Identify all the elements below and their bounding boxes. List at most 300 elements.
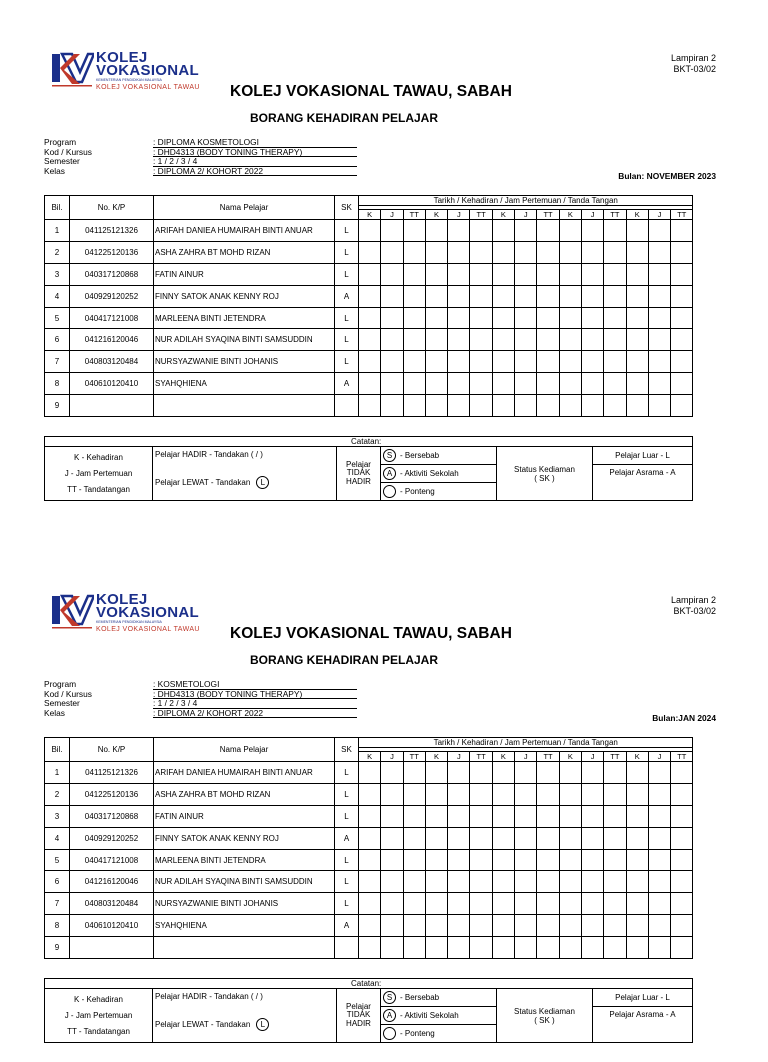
attendance-cell[interactable] xyxy=(359,871,381,893)
attendance-cell[interactable] xyxy=(515,241,537,263)
attendance-cell[interactable] xyxy=(470,220,492,242)
attendance-cell[interactable] xyxy=(604,285,626,307)
attendance-cell[interactable] xyxy=(626,395,648,417)
attendance-cell[interactable] xyxy=(448,307,470,329)
attendance-cell[interactable] xyxy=(425,827,447,849)
attendance-cell[interactable] xyxy=(559,915,581,937)
attendance-cell[interactable] xyxy=(537,827,559,849)
attendance-cell[interactable] xyxy=(425,241,447,263)
attendance-cell[interactable] xyxy=(448,241,470,263)
attendance-cell[interactable] xyxy=(671,285,693,307)
attendance-cell[interactable] xyxy=(425,893,447,915)
attendance-cell[interactable] xyxy=(470,285,492,307)
subheader-j: J xyxy=(581,752,603,762)
attendance-cell[interactable] xyxy=(648,893,670,915)
attendance-cell[interactable] xyxy=(581,351,603,373)
attendance-cell[interactable] xyxy=(537,351,559,373)
attendance-cell[interactable] xyxy=(448,849,470,871)
attendance-cell[interactable] xyxy=(626,893,648,915)
attendance-cell[interactable] xyxy=(515,220,537,242)
attendance-cell[interactable] xyxy=(359,241,381,263)
attendance-cell[interactable] xyxy=(381,849,403,871)
attendance-cell[interactable] xyxy=(537,307,559,329)
attendance-cell[interactable] xyxy=(359,351,381,373)
attendance-cell[interactable] xyxy=(403,783,425,805)
attendance-cell[interactable] xyxy=(581,849,603,871)
attendance-cell[interactable] xyxy=(671,373,693,395)
attendance-cell[interactable] xyxy=(470,871,492,893)
attendance-cell[interactable] xyxy=(448,915,470,937)
legend-lewat xyxy=(153,1018,336,1031)
attendance-cell[interactable] xyxy=(403,937,425,959)
a-circle-icon: A xyxy=(383,467,396,480)
attendance-cell[interactable] xyxy=(470,373,492,395)
subheader-tt: TT xyxy=(671,752,693,762)
attendance-cell[interactable] xyxy=(359,805,381,827)
attendance-cell[interactable] xyxy=(626,871,648,893)
attendance-cell[interactable] xyxy=(648,805,670,827)
attendance-cell[interactable] xyxy=(470,783,492,805)
attendance-cell[interactable] xyxy=(604,827,626,849)
attendance-cell[interactable] xyxy=(515,827,537,849)
attendance-cell[interactable] xyxy=(626,263,648,285)
attendance-cell[interactable] xyxy=(492,805,514,827)
attendance-cell[interactable] xyxy=(359,893,381,915)
attendance-cell[interactable] xyxy=(537,783,559,805)
attendance-cell[interactable] xyxy=(648,783,670,805)
attendance-cell[interactable] xyxy=(648,762,670,784)
attendance-cell[interactable] xyxy=(559,285,581,307)
attendance-cell[interactable] xyxy=(381,783,403,805)
attendance-cell[interactable] xyxy=(381,373,403,395)
attendance-cell[interactable] xyxy=(559,827,581,849)
attendance-cell[interactable] xyxy=(448,263,470,285)
attendance-cell[interactable] xyxy=(403,805,425,827)
attendance-cell[interactable] xyxy=(648,241,670,263)
attendance-cell[interactable] xyxy=(648,827,670,849)
attendance-cell[interactable] xyxy=(671,937,693,959)
attendance-cell[interactable] xyxy=(492,263,514,285)
attendance-cell[interactable] xyxy=(515,285,537,307)
page-title: KOLEJ VOKASIONAL TAWAU, SABAH xyxy=(230,625,512,642)
attendance-cell[interactable] xyxy=(403,241,425,263)
attendance-cell[interactable] xyxy=(581,307,603,329)
attendance-cell[interactable] xyxy=(604,220,626,242)
attendance-cell[interactable] xyxy=(604,351,626,373)
attendance-cell[interactable] xyxy=(671,915,693,937)
attendance-cell[interactable] xyxy=(492,783,514,805)
kp-cell: 041216120046 xyxy=(70,871,154,893)
attendance-cell[interactable] xyxy=(671,220,693,242)
attendance-cell[interactable] xyxy=(470,762,492,784)
attendance-cell[interactable] xyxy=(403,395,425,417)
attendance-cell[interactable] xyxy=(648,937,670,959)
attendance-cell[interactable] xyxy=(359,937,381,959)
attendance-cell[interactable] xyxy=(671,893,693,915)
attendance-cell[interactable] xyxy=(581,241,603,263)
attendance-cell[interactable] xyxy=(470,915,492,937)
attendance-cell[interactable] xyxy=(381,263,403,285)
attendance-cell[interactable] xyxy=(403,849,425,871)
attendance-cell[interactable] xyxy=(381,241,403,263)
attendance-cell[interactable] xyxy=(448,937,470,959)
attendance-cell[interactable] xyxy=(470,805,492,827)
attendance-cell[interactable] xyxy=(515,307,537,329)
attendance-cell[interactable] xyxy=(403,307,425,329)
attendance-cell[interactable] xyxy=(671,783,693,805)
attendance-cell[interactable] xyxy=(403,827,425,849)
attendance-cell[interactable] xyxy=(604,937,626,959)
attendance-cell[interactable] xyxy=(648,329,670,351)
attendance-cell[interactable] xyxy=(381,307,403,329)
attendance-cell[interactable] xyxy=(425,849,447,871)
sk-cell: L xyxy=(335,849,359,871)
attendance-cell[interactable] xyxy=(581,220,603,242)
attendance-cell[interactable] xyxy=(626,241,648,263)
attendance-cell[interactable] xyxy=(648,395,670,417)
attendance-cell[interactable] xyxy=(559,329,581,351)
attendance-cell[interactable] xyxy=(537,937,559,959)
attendance-cell[interactable] xyxy=(515,893,537,915)
attendance-cell[interactable] xyxy=(671,241,693,263)
attendance-cell[interactable] xyxy=(626,220,648,242)
attendance-cell[interactable] xyxy=(403,285,425,307)
attendance-cell[interactable] xyxy=(537,220,559,242)
attendance-cell[interactable] xyxy=(559,263,581,285)
attendance-cell[interactable] xyxy=(604,373,626,395)
table-row xyxy=(45,395,693,417)
attendance-cell[interactable] xyxy=(381,395,403,417)
attendance-cell[interactable] xyxy=(604,893,626,915)
attendance-cell[interactable] xyxy=(381,762,403,784)
attendance-cell[interactable] xyxy=(425,351,447,373)
attendance-cell[interactable] xyxy=(604,849,626,871)
attendance-cell[interactable] xyxy=(359,762,381,784)
attendance-cell[interactable] xyxy=(648,307,670,329)
attendance-cell[interactable] xyxy=(403,871,425,893)
attendance-cell[interactable] xyxy=(492,373,514,395)
attendance-cell[interactable] xyxy=(448,893,470,915)
attendance-cell[interactable] xyxy=(626,805,648,827)
attendance-cell[interactable] xyxy=(671,263,693,285)
attendance-cell[interactable] xyxy=(559,395,581,417)
attendance-cell[interactable] xyxy=(515,329,537,351)
attendance-cell[interactable] xyxy=(581,329,603,351)
attendance-cell[interactable] xyxy=(470,307,492,329)
attendance-cell[interactable] xyxy=(559,937,581,959)
attendance-cell[interactable] xyxy=(515,849,537,871)
attendance-cell[interactable] xyxy=(448,285,470,307)
attendance-cell[interactable] xyxy=(359,849,381,871)
attendance-cell[interactable] xyxy=(604,805,626,827)
attendance-cell[interactable] xyxy=(581,805,603,827)
attendance-cell[interactable] xyxy=(559,373,581,395)
attendance-cell[interactable] xyxy=(559,351,581,373)
subheader-tt: TT xyxy=(470,210,492,220)
attendance-cell[interactable] xyxy=(425,762,447,784)
attendance-cell[interactable] xyxy=(403,373,425,395)
attendance-cell[interactable] xyxy=(648,285,670,307)
attendance-cell[interactable] xyxy=(604,329,626,351)
attendance-cell[interactable] xyxy=(425,937,447,959)
catatan-label: Catatan: xyxy=(45,437,693,447)
attendance-cell[interactable] xyxy=(515,805,537,827)
attendance-cell[interactable] xyxy=(559,871,581,893)
attendance-cell[interactable] xyxy=(403,762,425,784)
attendance-cell[interactable] xyxy=(581,937,603,959)
s-label: - Bersebab xyxy=(400,993,440,1002)
attendance-cell[interactable] xyxy=(470,351,492,373)
attendance-cell[interactable] xyxy=(359,220,381,242)
attendance-cell[interactable] xyxy=(626,329,648,351)
attendance-cell[interactable] xyxy=(604,762,626,784)
attendance-cell[interactable] xyxy=(604,263,626,285)
attendance-cell[interactable] xyxy=(515,762,537,784)
attendance-cell[interactable] xyxy=(537,849,559,871)
attendance-cell[interactable] xyxy=(515,915,537,937)
attendance-cell[interactable] xyxy=(537,893,559,915)
attendance-cell[interactable] xyxy=(581,263,603,285)
attendance-cell[interactable] xyxy=(425,329,447,351)
attendance-cell[interactable] xyxy=(492,915,514,937)
attendance-cell[interactable] xyxy=(559,849,581,871)
bil-cell: 9 xyxy=(45,395,70,417)
attendance-cell[interactable] xyxy=(381,285,403,307)
attendance-cell[interactable] xyxy=(537,915,559,937)
attendance-cell[interactable] xyxy=(604,307,626,329)
attendance-cell[interactable] xyxy=(515,351,537,373)
attendance-cell[interactable] xyxy=(359,307,381,329)
attendance-cell[interactable] xyxy=(492,220,514,242)
attendance-cell[interactable] xyxy=(648,263,670,285)
attendance-cell[interactable] xyxy=(492,241,514,263)
bil-cell: 2 xyxy=(45,241,70,263)
attendance-cell[interactable] xyxy=(537,762,559,784)
attendance-cell[interactable] xyxy=(626,762,648,784)
attendance-cell[interactable] xyxy=(537,329,559,351)
attendance-cell[interactable] xyxy=(359,827,381,849)
attendance-cell[interactable] xyxy=(671,351,693,373)
attendance-cell[interactable] xyxy=(559,241,581,263)
attendance-cell[interactable] xyxy=(537,263,559,285)
attendance-cell[interactable] xyxy=(537,395,559,417)
attendance-cell[interactable] xyxy=(515,263,537,285)
attendance-cell[interactable] xyxy=(381,351,403,373)
attendance-cell[interactable] xyxy=(381,893,403,915)
attendance-cell[interactable] xyxy=(559,220,581,242)
attendance-cell[interactable] xyxy=(425,915,447,937)
attendance-cell[interactable] xyxy=(359,285,381,307)
attendance-cell[interactable] xyxy=(626,849,648,871)
attendance-cell[interactable] xyxy=(515,373,537,395)
attendance-cell[interactable] xyxy=(671,395,693,417)
attendance-cell[interactable] xyxy=(492,849,514,871)
attendance-cell[interactable] xyxy=(604,783,626,805)
attendance-cell[interactable] xyxy=(515,871,537,893)
bil-cell: 7 xyxy=(45,893,70,915)
attendance-cell[interactable] xyxy=(425,395,447,417)
subheader-k: K xyxy=(425,210,447,220)
attendance-cell[interactable] xyxy=(648,915,670,937)
attendance-cell[interactable] xyxy=(381,871,403,893)
attendance-cell[interactable] xyxy=(470,849,492,871)
attendance-cell[interactable] xyxy=(626,915,648,937)
attendance-cell[interactable] xyxy=(359,395,381,417)
info-value: : DHD4313 (BODY TONING THERAPY) xyxy=(153,690,357,700)
attendance-cell[interactable] xyxy=(581,915,603,937)
attendance-cell[interactable] xyxy=(537,373,559,395)
attendance-cell[interactable] xyxy=(381,805,403,827)
attendance-cell[interactable] xyxy=(604,395,626,417)
attendance-cell[interactable] xyxy=(492,307,514,329)
attendance-cell[interactable] xyxy=(671,762,693,784)
attendance-cell[interactable] xyxy=(604,915,626,937)
table-row xyxy=(45,937,693,959)
attendance-cell[interactable] xyxy=(671,805,693,827)
attendance-cell[interactable] xyxy=(537,871,559,893)
attendance-cell[interactable] xyxy=(581,827,603,849)
attendance-cell[interactable] xyxy=(403,351,425,373)
attendance-cell[interactable] xyxy=(581,783,603,805)
header-tarikh: Tarikh / Kehadiran / Jam Pertemuan / Tanda Tangan xyxy=(359,196,693,206)
attendance-cell[interactable] xyxy=(381,220,403,242)
attendance-cell[interactable] xyxy=(604,241,626,263)
attendance-cell[interactable] xyxy=(626,827,648,849)
attendance-cell[interactable] xyxy=(470,893,492,915)
attendance-cell[interactable] xyxy=(359,783,381,805)
attendance-cell[interactable] xyxy=(581,893,603,915)
attendance-cell[interactable] xyxy=(448,395,470,417)
attendance-cell[interactable] xyxy=(559,307,581,329)
attendance-cell[interactable] xyxy=(403,915,425,937)
attendance-cell[interactable] xyxy=(604,871,626,893)
attendance-cell[interactable] xyxy=(425,871,447,893)
attendance-cell[interactable] xyxy=(448,329,470,351)
attendance-cell[interactable] xyxy=(448,827,470,849)
attendance-cell[interactable] xyxy=(492,329,514,351)
attendance-cell[interactable] xyxy=(492,827,514,849)
legend-marking xyxy=(153,447,337,501)
attendance-cell[interactable] xyxy=(448,220,470,242)
attendance-cell[interactable] xyxy=(537,285,559,307)
attendance-cell[interactable] xyxy=(515,783,537,805)
attendance-cell[interactable] xyxy=(492,285,514,307)
attendance-cell[interactable] xyxy=(403,220,425,242)
attendance-cell[interactable] xyxy=(425,307,447,329)
attendance-cell[interactable] xyxy=(581,395,603,417)
attendance-cell[interactable] xyxy=(381,937,403,959)
attendance-cell[interactable] xyxy=(515,937,537,959)
attendance-cell[interactable] xyxy=(581,871,603,893)
attendance-cell[interactable] xyxy=(403,263,425,285)
attendance-cell[interactable] xyxy=(448,783,470,805)
attendance-cell[interactable] xyxy=(671,827,693,849)
attendance-cell[interactable] xyxy=(559,783,581,805)
attendance-cell[interactable] xyxy=(359,373,381,395)
month-label: Bulan: NOVEMBER 2023 xyxy=(618,171,716,181)
attendance-cell[interactable] xyxy=(470,329,492,351)
attendance-cell[interactable] xyxy=(581,373,603,395)
attendance-cell[interactable] xyxy=(671,871,693,893)
attendance-cell[interactable] xyxy=(381,329,403,351)
attendance-cell[interactable] xyxy=(559,805,581,827)
ponteng-circle-icon xyxy=(383,1027,396,1040)
attendance-cell[interactable] xyxy=(648,849,670,871)
attendance-cell[interactable] xyxy=(425,783,447,805)
attendance-cell[interactable] xyxy=(448,762,470,784)
header-nama: Nama Pelajar xyxy=(154,196,335,220)
attendance-cell[interactable] xyxy=(492,395,514,417)
attendance-cell[interactable] xyxy=(648,373,670,395)
name-cell: SYAHQHIENA xyxy=(154,373,335,395)
attendance-cell[interactable] xyxy=(515,395,537,417)
attendance-cell[interactable] xyxy=(448,351,470,373)
attendance-cell[interactable] xyxy=(381,915,403,937)
a-label: - Aktiviti Sekolah xyxy=(400,1011,459,1020)
attendance-cell[interactable] xyxy=(425,285,447,307)
attendance-cell[interactable] xyxy=(581,285,603,307)
attendance-cell[interactable] xyxy=(671,849,693,871)
attendance-cell[interactable] xyxy=(359,263,381,285)
attendance-cell[interactable] xyxy=(492,762,514,784)
subheader-j: J xyxy=(515,752,537,762)
attendance-cell[interactable] xyxy=(425,263,447,285)
attendance-cell[interactable] xyxy=(470,827,492,849)
attendance-cell[interactable] xyxy=(671,307,693,329)
attendance-cell[interactable] xyxy=(626,285,648,307)
attendance-cell[interactable] xyxy=(492,937,514,959)
table-row xyxy=(45,241,693,263)
attendance-cell[interactable] xyxy=(359,329,381,351)
attendance-cell[interactable] xyxy=(425,373,447,395)
attendance-cell[interactable] xyxy=(470,937,492,959)
attendance-cell[interactable] xyxy=(425,805,447,827)
attendance-cell[interactable] xyxy=(626,373,648,395)
attendance-cell[interactable] xyxy=(403,329,425,351)
attendance-cell[interactable] xyxy=(470,263,492,285)
attendance-cell[interactable] xyxy=(648,871,670,893)
attendance-cell[interactable] xyxy=(448,805,470,827)
attendance-cell[interactable] xyxy=(359,915,381,937)
attendance-cell[interactable] xyxy=(492,893,514,915)
attendance-cell[interactable] xyxy=(492,351,514,373)
attendance-cell[interactable] xyxy=(626,937,648,959)
attendance-cell[interactable] xyxy=(381,827,403,849)
attendance-cell[interactable] xyxy=(492,871,514,893)
attendance-cell[interactable] xyxy=(448,871,470,893)
attendance-cell[interactable] xyxy=(648,351,670,373)
bil-cell: 3 xyxy=(45,805,70,827)
attendance-cell[interactable] xyxy=(559,762,581,784)
attendance-cell[interactable] xyxy=(626,783,648,805)
attendance-cell[interactable] xyxy=(403,893,425,915)
attendance-cell[interactable] xyxy=(470,241,492,263)
attendance-cell[interactable] xyxy=(671,329,693,351)
legend-tt: TT - Tandatangan xyxy=(67,1026,130,1036)
attendance-cell[interactable] xyxy=(626,307,648,329)
attendance-cell[interactable] xyxy=(470,395,492,417)
attendance-cell[interactable] xyxy=(581,762,603,784)
attendance-cell[interactable] xyxy=(537,805,559,827)
attendance-cell[interactable] xyxy=(425,220,447,242)
attendance-cell[interactable] xyxy=(537,241,559,263)
attendance-cell[interactable] xyxy=(448,373,470,395)
legend-asrama: Pelajar Asrama - A xyxy=(593,1007,693,1043)
attendance-cell[interactable] xyxy=(626,351,648,373)
name-cell: NURSYAZWANIE BINTI JOHANIS xyxy=(154,351,335,373)
attendance-cell[interactable] xyxy=(648,220,670,242)
attendance-cell[interactable] xyxy=(559,893,581,915)
